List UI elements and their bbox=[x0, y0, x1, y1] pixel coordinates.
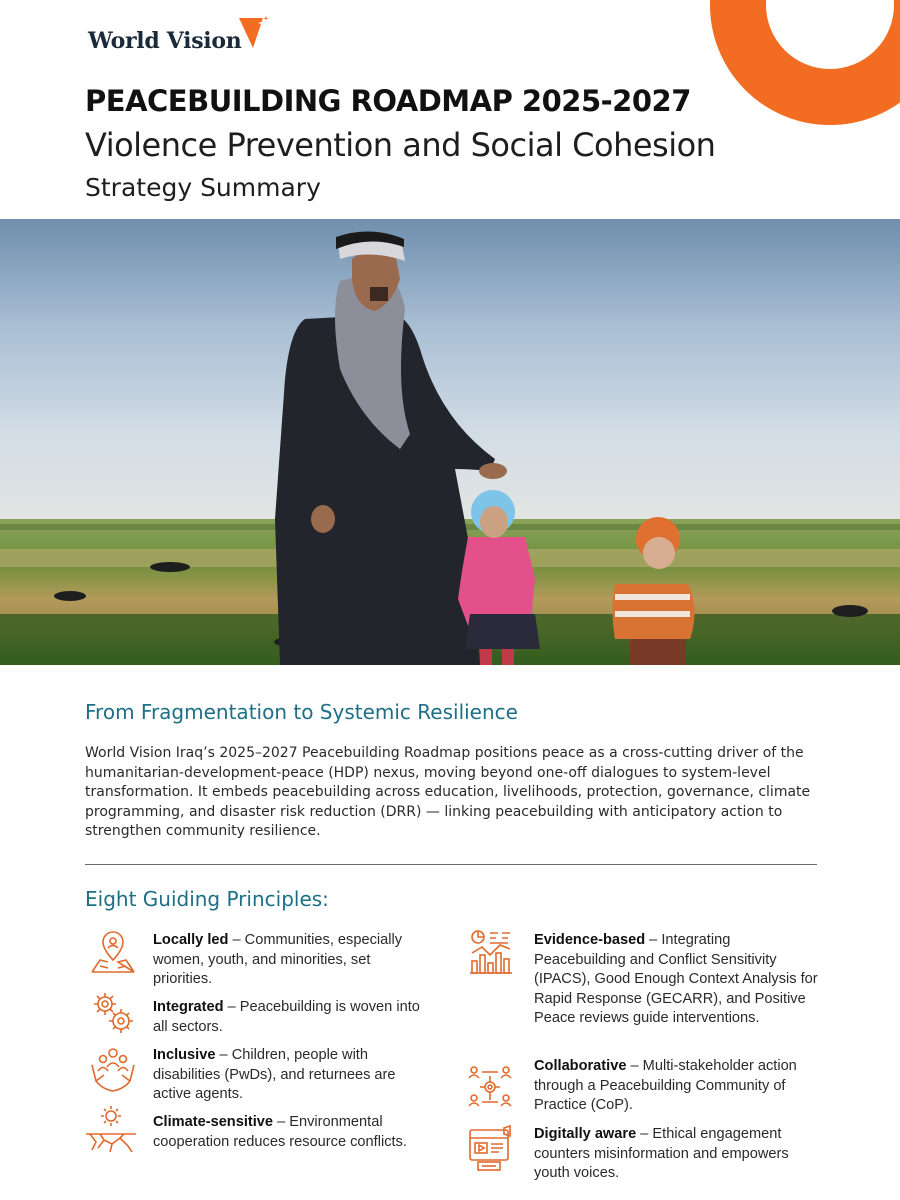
principle-title: Locally led bbox=[153, 932, 229, 948]
hero-photo bbox=[0, 219, 900, 665]
gears-icon bbox=[88, 988, 138, 1038]
page-title: PEACEBUILDING ROADMAP 2025-2027 bbox=[85, 84, 691, 118]
decorative-orange-ring bbox=[700, 0, 900, 130]
digital-media-icon bbox=[466, 1124, 516, 1174]
principle-desc: – Environmental cooperation reduces resource conflicts. bbox=[153, 1114, 407, 1150]
principle-title: Climate-sensitive bbox=[153, 1114, 274, 1130]
divider bbox=[85, 864, 817, 865]
hands-people-icon bbox=[88, 1045, 138, 1095]
principle-desc: – Multi-stakeholder action through a Peacebuilding Community of Practice (CoP). bbox=[534, 1058, 797, 1114]
principle-title: Inclusive bbox=[153, 1047, 216, 1063]
map-pin-person-icon bbox=[88, 928, 138, 978]
principle-title: Evidence-based bbox=[534, 932, 646, 948]
page-subtitle: Violence Prevention and Social Cohesion bbox=[85, 126, 716, 164]
principle-desc: – Communities, especially women, youth, and minorities, set priorities. bbox=[153, 932, 403, 988]
sun-cracked-earth-icon bbox=[84, 1104, 138, 1158]
world-vision-logo bbox=[88, 16, 271, 54]
logo-star-icon bbox=[239, 16, 271, 50]
section-heading-resilience: From Fragmentation to Systemic Resilience bbox=[85, 700, 518, 724]
logo-text: World Vision bbox=[88, 28, 242, 54]
principle-title: Integrated bbox=[153, 999, 224, 1015]
data-chart-icon bbox=[466, 927, 516, 977]
principle-desc: – Ethical engagement counters misinformation and empowers youth voices. bbox=[534, 1126, 789, 1182]
principle-title: Digitally aware bbox=[534, 1126, 637, 1142]
network-people-icon bbox=[466, 1062, 516, 1112]
section-heading-principles: Eight Guiding Principles: bbox=[85, 887, 329, 911]
principle-desc: – Peacebuilding is woven into all sectors. bbox=[153, 999, 420, 1035]
document-type: Strategy Summary bbox=[85, 173, 321, 202]
principle-desc: – Integrating Peacebuilding and Conflict Sensitivity (IPACS), Good Enough Context Analysis for Rapid Response (GECARR), and Positive Peace reviews guide interventions. bbox=[534, 932, 818, 1027]
principle-desc: – Children, people with disabilities (PwDs), and returnees are active agents. bbox=[153, 1047, 396, 1103]
intro-paragraph: World Vision Iraq’s 2025–2027 Peacebuilding Roadmap positions peace as a cross-cutting driver of the humanitarian-development-peace (HDP) nexus, moving beyond one-off dialogues to system-level transformation. It embeds peacebuilding across education, livelihoods, protection, governance, climate programming, and disaster risk reduction (DRR) — linking peacebuilding with anticipatory action to strengthen community resilience. bbox=[85, 745, 811, 840]
principle-title: Collaborative bbox=[534, 1058, 627, 1074]
